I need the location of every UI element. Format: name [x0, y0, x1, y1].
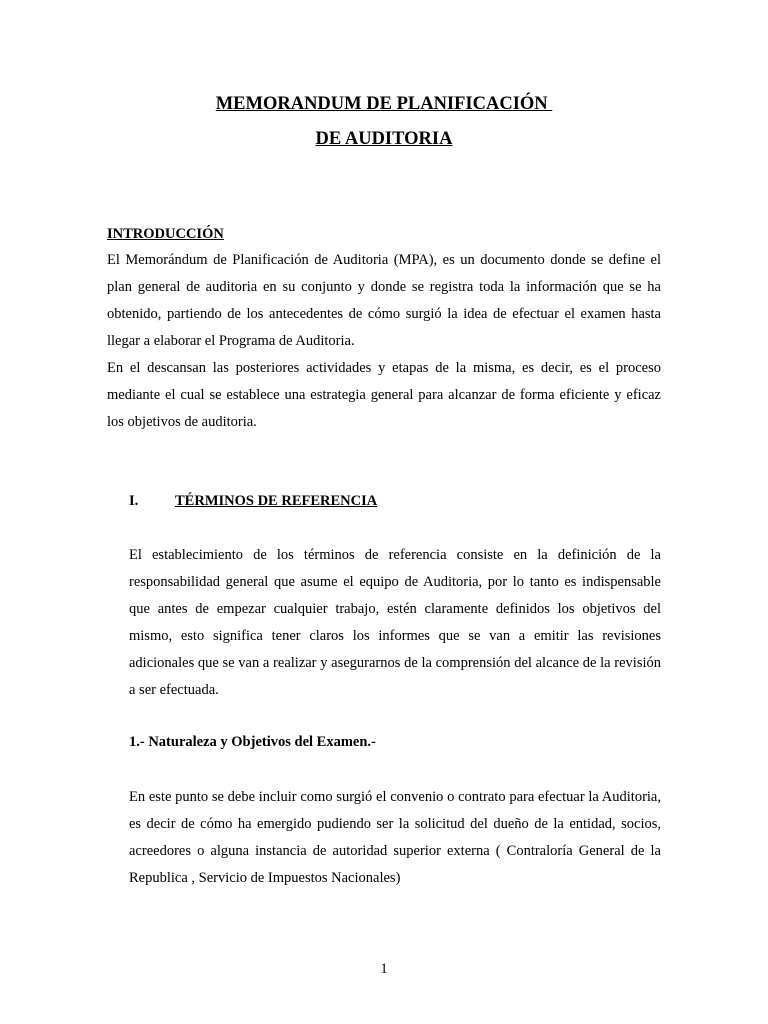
page-number: 1 [380, 961, 388, 977]
subsection-heading: 1.- Naturaleza y Objetivos del Examen.- [129, 734, 376, 750]
introduction-heading: INTRODUCCIÓN [107, 226, 224, 242]
subsection-paragraph: En este punto se debe incluir como surgió el convenio o contrato para efectuar la Auditoria, es decir de cómo ha emergido pudiendo ser la solicitud del dueño de la entidad, socios, acreedores o alguna instancia de autoridad superior externa ( Contraloría General de la Republica , Servicio de Impuestos Nacionales) [129, 789, 661, 886]
section-paragraph: El establecimiento de los términos de referencia consiste en la definición de la responsabilidad general que asume el equipo de Auditoria, por lo tanto es indispensable que antes de empezar cualquier trabajo, estén claramente definidos los objetivos del mismo, esto significa tener claros los informes que se van a emitir las revisiones adicionales que se van a realizar y asegurarnos de la comprensión del alcance de la revisión a ser efectuada. [129, 547, 661, 698]
section-number: I. [129, 493, 139, 509]
document-title-line1: MEMORANDUM DE PLANIFICACIÓN [215, 94, 553, 114]
section-title: TÉRMINOS DE REFERENCIA [175, 493, 378, 509]
introduction-paragraph-2: En el descansan las posteriores actividades y etapas de la misma, es decir, es el proceso mediante el cual se establece una estrategia general para alcanzar de forma eficiente y eficaz los objetivos de auditoria. [107, 360, 661, 430]
introduction-paragraph-1: El Memorándum de Planificación de Auditoria (MPA), es un documento donde se define el plan general de auditoria en su conjunto y donde se registra toda la información que se ha obtenido, partiendo de los antecedentes de cómo surgió la idea de efectuar el examen hasta llegar a elaborar el Programa de Auditoria. [107, 252, 661, 349]
document-title-line2: DE AUDITORIA [315, 129, 453, 149]
